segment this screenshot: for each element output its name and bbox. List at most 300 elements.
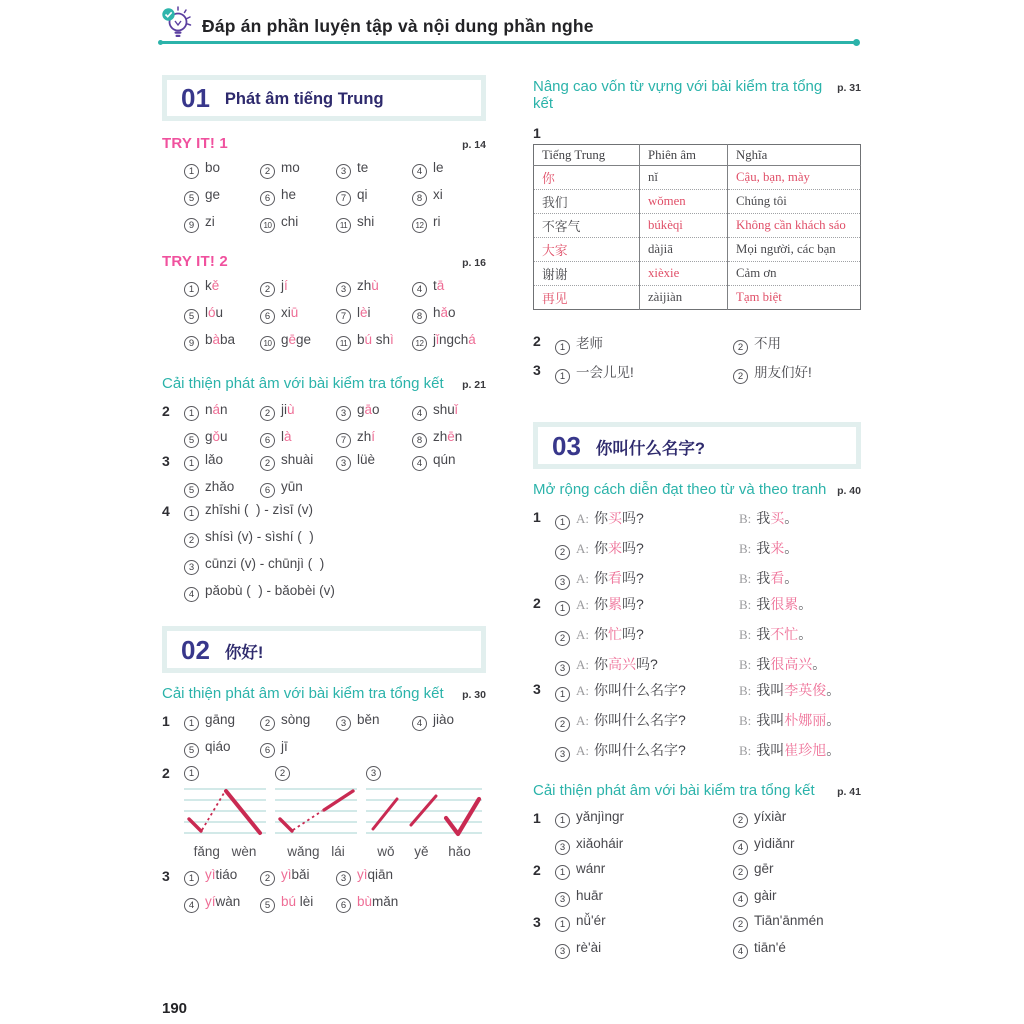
table-row (534, 238, 861, 262)
circled-number: 3 (184, 560, 199, 575)
answer-text: jí (281, 278, 288, 293)
answer-item (184, 160, 260, 177)
answer-item (184, 479, 260, 496)
expand-page-ref: p. 40 (837, 485, 861, 497)
answer-item (260, 402, 336, 419)
dialogue-b-text: 我很累。 (756, 596, 813, 612)
tryit1-page-ref: p. 14 (462, 139, 486, 151)
tryit1-answers (184, 160, 486, 231)
vocab-table (533, 144, 861, 310)
circled-number: 5 (184, 309, 199, 324)
answer-text: 朋友们好! (754, 365, 812, 380)
question-2 (162, 402, 486, 446)
dialogue-a-text: 你叫什么名字? (594, 712, 686, 728)
answer-text: 一会儿见! (576, 365, 634, 380)
speaker-a-label: A: (576, 713, 589, 728)
table-cell: Chúng tôi (728, 190, 861, 214)
answer-text: bùmǎn (357, 894, 399, 909)
question-3b-answers (184, 867, 486, 911)
circled-number: 1 (184, 766, 199, 781)
erhua-question-1 (533, 809, 861, 853)
dialogue-group-2 (533, 594, 861, 674)
circled-number: 3 (555, 661, 570, 676)
answer-text: 不用 (754, 336, 781, 351)
answer-item (184, 452, 260, 469)
circled-number: 2 (184, 533, 199, 548)
dialogue-a-part (555, 508, 739, 528)
dialogue-b-part (739, 538, 798, 558)
speaker-a-label: A: (576, 597, 589, 612)
table-header-cell: Tiếng Trung (534, 145, 640, 166)
tone-diagrams (184, 764, 486, 859)
circled-number: 1 (555, 865, 570, 880)
circled-number: 1 (184, 406, 199, 421)
tryit2-answers (184, 278, 486, 349)
table-cell: Cậu, bạn, mày (728, 166, 861, 190)
tryit2-label: TRY IT! 2 (162, 253, 228, 270)
erhua-question-1-answers (555, 809, 861, 853)
circled-number: 1 (555, 813, 570, 828)
dialogue-lines (555, 680, 861, 760)
answer-text: qún (433, 452, 456, 467)
answer-text: yìbǎi (281, 867, 310, 882)
divider-dot-left (158, 40, 163, 45)
dialogue-b-part (739, 740, 840, 760)
answer-text: yíwàn (205, 894, 241, 909)
answer-item (733, 940, 861, 957)
answer-line (184, 529, 486, 546)
answer-text: yìtiáo (205, 867, 238, 882)
circled-number: 3 (336, 871, 351, 886)
answer-text: cūnzi (v) - chūnjì ( ) (205, 556, 325, 571)
answer-item (184, 278, 260, 295)
answer-text: zhù (357, 278, 379, 293)
circled-number: 2 (260, 456, 275, 471)
tryit2-page-ref: p. 16 (462, 257, 486, 269)
dialogue-line (555, 594, 861, 614)
circled-number: 1 (184, 282, 199, 297)
answer-item (412, 187, 486, 204)
answer-item (555, 332, 733, 353)
tryit1-label: TRY IT! 1 (162, 135, 228, 152)
answer-item (555, 913, 733, 930)
answer-item (260, 278, 336, 295)
answer-text: zhí (357, 429, 376, 444)
circled-number: 3 (336, 282, 351, 297)
divider-dot-right (853, 39, 860, 46)
circled-number: 5 (260, 898, 275, 913)
dialogue-a-part (555, 710, 739, 730)
answer-item (260, 894, 336, 911)
dialogue-line (555, 624, 861, 644)
vocab-page-ref: p. 31 (837, 82, 861, 94)
answer-item (412, 160, 486, 177)
answer-text: gēr (754, 861, 774, 876)
answer-item (412, 452, 486, 469)
answer-text: le (433, 160, 444, 175)
answer-text: shi (357, 214, 375, 229)
circled-number: 2 (260, 282, 275, 297)
speaker-b-label: B: (739, 683, 752, 698)
dialogue-group-1 (533, 508, 861, 588)
dialogue-line (555, 740, 861, 760)
dialogue-b-text: 我看。 (756, 570, 799, 586)
answer-text: kě (205, 278, 220, 293)
speaker-a-label: A: (576, 683, 589, 698)
answer-text: lóu (205, 305, 224, 320)
answer-item (184, 867, 260, 884)
answer-text: hǎo (433, 305, 456, 320)
answer-text: lèi (357, 305, 371, 320)
answer-item (260, 160, 336, 177)
dialogue-b-part (739, 624, 812, 644)
table-cell: Không cần khách sáo (728, 214, 861, 238)
answer-item (412, 332, 486, 349)
dialogue-line (555, 654, 861, 674)
circled-number: 1 (184, 164, 199, 179)
answer-item (733, 332, 861, 353)
circled-number: 1 (555, 917, 570, 932)
speaker-b-label: B: (739, 657, 752, 672)
improve41-heading: Cải thiện phát âm với bài kiểm tra tổng kết (533, 782, 815, 799)
dialogue-a-text: 你看吗? (594, 570, 644, 586)
apostrophe-question-3 (533, 913, 861, 957)
answer-item (260, 867, 336, 884)
improve41-page-ref: p. 41 (837, 786, 861, 798)
answer-text: chi (281, 214, 299, 229)
answer-text: gāng (205, 712, 236, 727)
circled-number: 6 (260, 483, 275, 498)
page-title: Đáp án phần luyện tập và nội dung phần nghe (202, 16, 594, 36)
table-header-cell: Phiên âm (640, 145, 728, 166)
circled-number: 4 (184, 898, 199, 913)
dialogue-line (555, 568, 861, 588)
speaker-b-label: B: (739, 713, 752, 728)
circled-number: 2 (733, 813, 748, 828)
answer-item (555, 861, 733, 878)
table-cell: Cảm ơn (728, 262, 861, 286)
dialogue-a-text: 你累吗? (594, 596, 644, 612)
circled-number: 3 (336, 164, 351, 179)
answer-item (336, 278, 412, 295)
circled-number: 3 (336, 716, 351, 731)
answer-item (184, 402, 260, 419)
answer-item (555, 888, 733, 905)
circled-number: 1 (555, 515, 570, 530)
answer-text: shuài (281, 452, 314, 467)
circled-number: 8 (412, 191, 427, 206)
table-cell: Mọi người, các bạn (728, 238, 861, 262)
tone-diagram-1 (184, 764, 266, 859)
circled-number: 7 (336, 191, 351, 206)
dialogue-b-text: 我叫崔珍旭。 (756, 742, 841, 758)
vocab-question-number: 1 (533, 125, 541, 141)
circled-number: 10 (260, 336, 275, 351)
answer-text: te (357, 160, 369, 175)
dialogue-a-text: 你买吗? (594, 510, 644, 526)
dialogue-b-part (739, 568, 798, 588)
circled-number: 1 (184, 871, 199, 886)
question-number: 2 (533, 862, 541, 878)
circled-number: 12 (412, 336, 427, 351)
circled-number: 7 (336, 309, 351, 324)
answer-text: lüè (357, 452, 376, 467)
answer-item (555, 940, 733, 957)
tone-diagram-1-label: fǎng wèn (193, 844, 257, 859)
answer-item (260, 479, 336, 496)
expand-heading-row (533, 481, 861, 498)
dialogue-b-part (739, 594, 812, 614)
circled-number: 9 (184, 336, 199, 351)
answer-item (412, 429, 486, 446)
section-01-box (162, 75, 486, 121)
answer-text: gāo (357, 402, 380, 417)
vocab-question-2 (533, 332, 861, 353)
answer-item (336, 305, 412, 322)
circled-number: 6 (260, 309, 275, 324)
tone-diagram-3 (366, 764, 482, 859)
dialogue-a-text: 你来吗? (594, 540, 644, 556)
question-3 (162, 452, 486, 496)
answer-text: nǚ'ér (576, 913, 606, 928)
circled-number: 4 (733, 892, 748, 907)
vocab-heading: Nâng cao vốn từ vựng với bài kiểm tra tổng kết (533, 78, 823, 112)
answer-text: huār (576, 888, 604, 903)
circled-number: 6 (260, 743, 275, 758)
answer-item (412, 214, 486, 231)
table-cell: 谢谢 (534, 262, 640, 286)
answer-item (260, 305, 336, 322)
tryit1-heading-row (162, 135, 486, 152)
circled-number: 2 (733, 340, 748, 355)
erhua-question-2-answers (555, 861, 861, 905)
answer-text: wánr (576, 861, 606, 876)
answer-item (260, 452, 336, 469)
table-row (534, 190, 861, 214)
dialogue-a-part (555, 654, 739, 674)
dialogue-line (555, 710, 861, 730)
answer-item (184, 214, 260, 231)
circled-number: 4 (733, 944, 748, 959)
dialogue-a-part (555, 568, 739, 588)
dialogue-a-text: 你叫什么名字? (594, 682, 686, 698)
answer-item (336, 712, 412, 729)
table-cell: nǐ (640, 166, 728, 190)
circled-number: 2 (555, 717, 570, 732)
answer-item (412, 712, 486, 729)
answer-item (336, 332, 412, 349)
circled-number: 5 (184, 191, 199, 206)
speaker-a-label: A: (576, 511, 589, 526)
answer-text: shísì (v) - sìshí ( ) (205, 529, 314, 544)
question-number: 1 (162, 713, 170, 729)
answer-text: 老师 (576, 336, 603, 351)
circled-number: 2 (733, 917, 748, 932)
right-column (533, 70, 861, 957)
vocab-question-3 (533, 361, 861, 382)
table-cell: 再见 (534, 286, 640, 310)
answer-item (336, 452, 412, 469)
dialogue-b-text: 我叫朴娜丽。 (756, 712, 841, 728)
circled-number: 5 (184, 483, 199, 498)
section-03-number: 03 (552, 430, 581, 461)
table-row (534, 214, 861, 238)
answer-text: zhǎo (205, 479, 235, 494)
answer-text: nán (205, 402, 228, 417)
circled-number: 3 (336, 456, 351, 471)
circled-number: 3 (555, 944, 570, 959)
question-number: 3 (162, 453, 170, 469)
table-row (534, 262, 861, 286)
circled-number: 7 (336, 433, 351, 448)
dialogue-a-part (555, 624, 739, 644)
dialogue-line (555, 538, 861, 558)
question-number: 2 (533, 595, 541, 611)
answer-text: là (281, 429, 292, 444)
dialogue-a-text: 你高兴吗? (594, 656, 658, 672)
question-number: 3 (162, 868, 170, 884)
dialogue-group-3 (533, 680, 861, 760)
circled-number: 2 (555, 545, 570, 560)
question-3b (162, 867, 486, 911)
circled-number: 3 (366, 766, 381, 781)
circled-number: 3 (336, 406, 351, 421)
dialogue-a-text: 你忙吗? (594, 626, 644, 642)
dialogue-a-part (555, 680, 739, 700)
speaker-b-label: B: (739, 541, 752, 556)
circled-number: 10 (260, 218, 275, 233)
table-cell: 你 (542, 172, 555, 186)
answer-text: ri (433, 214, 441, 229)
circled-number: 6 (260, 191, 275, 206)
circled-number: 5 (184, 433, 199, 448)
circled-number: 2 (260, 164, 275, 179)
answer-text: rè'ài (576, 940, 602, 955)
left-column (162, 75, 486, 911)
answer-item (184, 187, 260, 204)
answer-item (733, 361, 861, 382)
section-03-box (533, 422, 861, 469)
answer-text: sòng (281, 712, 311, 727)
answer-text: jǐngchá (433, 332, 476, 347)
table-cell: 我们 (534, 190, 640, 214)
circled-number: 2 (275, 766, 290, 781)
page-number: 190 (162, 1000, 188, 1017)
answer-item (412, 402, 486, 419)
answer-text: Tiān'ānmén (754, 913, 824, 928)
answer-item (336, 894, 486, 911)
question-4 (162, 502, 486, 600)
circled-number: 2 (260, 871, 275, 886)
table-cell: 大家 (534, 238, 640, 262)
circled-number: 4 (733, 840, 748, 855)
answer-item (733, 861, 861, 878)
answer-item (555, 836, 733, 853)
circled-number: 3 (555, 892, 570, 907)
answer-text: zhēn (433, 429, 463, 444)
vocab-question-3-answers (555, 361, 861, 382)
table-cell: Tạm biệt (728, 286, 861, 310)
circled-number: 4 (412, 164, 427, 179)
dialogue-b-text: 我来。 (756, 540, 799, 556)
section-01-number: 01 (181, 83, 210, 113)
dialogue-b-text: 我买。 (756, 510, 799, 526)
answer-text: yūn (281, 479, 303, 494)
dialogue-lines (555, 508, 861, 588)
speaker-a-label: A: (576, 657, 589, 672)
table-cell: búkèqi (640, 214, 728, 238)
question-number: 2 (533, 333, 541, 349)
table-row (534, 166, 861, 190)
answer-text: gàir (754, 888, 777, 903)
speaker-b-label: B: (739, 627, 752, 642)
dialogue-b-text: 我很高兴。 (756, 656, 827, 672)
answer-text: tā (433, 278, 445, 293)
answer-text: bú lèi (281, 894, 314, 909)
speaker-a-label: A: (576, 627, 589, 642)
dialogue-a-part (555, 594, 739, 614)
circled-number: 8 (412, 433, 427, 448)
dialogue-b-part (739, 508, 798, 528)
dialogue-a-part (555, 740, 739, 760)
table-cell: wǒmen (640, 190, 728, 214)
answer-item (733, 836, 861, 853)
table-header-cell: Nghĩa (728, 145, 861, 166)
answer-text: yìqiān (357, 867, 394, 882)
answer-text: běn (357, 712, 380, 727)
improve30-heading: Cải thiện phát âm với bài kiểm tra tổng kết (162, 685, 444, 702)
question-number: 3 (533, 681, 541, 697)
improve21-page-ref: p. 21 (462, 379, 486, 391)
answer-item (412, 278, 486, 295)
answer-item (336, 214, 412, 231)
dialogue-a-text: 你叫什么名字? (594, 742, 686, 758)
dialogue-b-part (739, 710, 840, 730)
answer-text: gǒu (205, 429, 228, 444)
speaker-b-label: B: (739, 571, 752, 586)
answer-item (555, 809, 733, 826)
expand-heading: Mở rộng cách diễn đạt theo từ và theo tranh (533, 481, 827, 498)
answer-item (184, 712, 260, 729)
answer-item (184, 305, 260, 322)
table-cell: zàijiàn (640, 286, 728, 310)
answer-text: xi (433, 187, 443, 202)
circled-number: 1 (555, 687, 570, 702)
answer-text: jī (281, 739, 288, 754)
circled-number: 2 (260, 406, 275, 421)
circled-number: 3 (555, 747, 570, 762)
question-number: 3 (533, 914, 541, 930)
answer-text: bú shì (357, 332, 394, 347)
answer-item (733, 888, 861, 905)
answer-item (336, 160, 412, 177)
circled-number: 1 (555, 340, 570, 355)
circled-number: 2 (733, 369, 748, 384)
speaker-a-label: A: (576, 743, 589, 758)
circled-number: 6 (260, 433, 275, 448)
circled-number: 2 (555, 631, 570, 646)
circled-number: 1 (184, 506, 199, 521)
question-1 (162, 712, 486, 756)
answer-item (336, 402, 412, 419)
answer-text: qi (357, 187, 368, 202)
circled-number: 1 (184, 716, 199, 731)
speaker-a-label: A: (576, 541, 589, 556)
dialogue-b-text: 我叫李英俊。 (756, 682, 841, 698)
answer-text: ge (205, 187, 221, 202)
section-03-title: 你叫什么名字? (595, 440, 706, 458)
circled-number: 12 (412, 218, 427, 233)
